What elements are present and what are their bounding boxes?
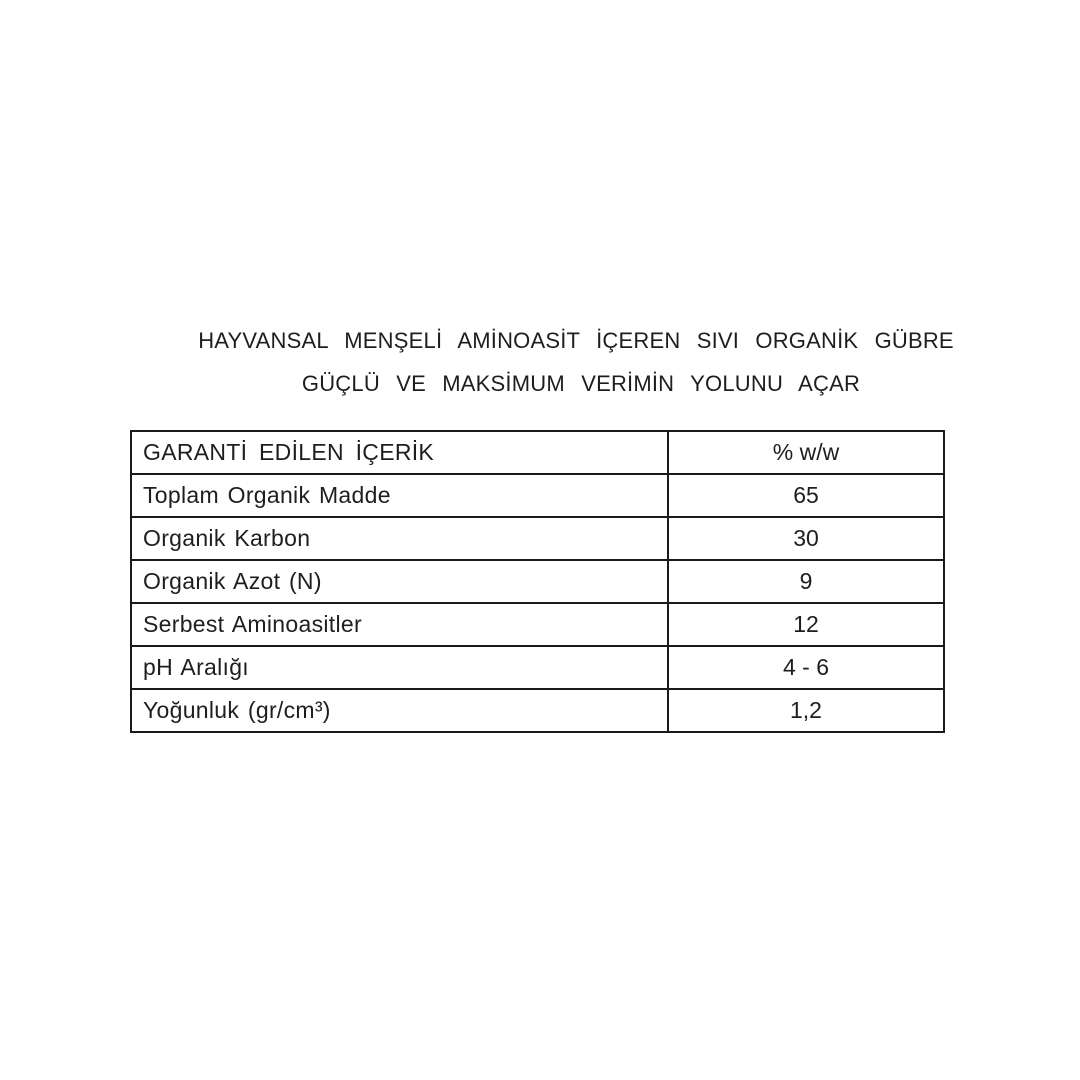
row-value-organik-karbon: 30 [668, 517, 944, 560]
table-row [131, 646, 944, 689]
row-label-organik-azot: Organik Azot (N) [131, 560, 668, 603]
table-header-percent-ww: % w/w [668, 431, 944, 474]
row-label-toplam-organik-madde: Toplam Organik Madde [131, 474, 668, 517]
row-value-ph-araligi: 4 - 6 [668, 646, 944, 689]
row-value-toplam-organik-madde: 65 [668, 474, 944, 517]
table-row [131, 560, 944, 603]
row-label-serbest-aminoasitler: Serbest Aminoasitler [131, 603, 668, 646]
row-value-organik-azot: 9 [668, 560, 944, 603]
row-label-organik-karbon: Organik Karbon [131, 517, 668, 560]
table-row [131, 474, 944, 517]
table-row [131, 603, 944, 646]
row-value-serbest-aminoasitler: 12 [668, 603, 944, 646]
row-label-ph-araligi: pH Aralığı [131, 646, 668, 689]
table-header-content-label: GARANTİ EDİLEN İÇERİK [131, 431, 668, 474]
guaranteed-content-table [130, 430, 945, 733]
document-title-line-2: GÜÇLÜ VE MAKSİMUM VERİMİN YOLUNU AÇAR [301, 371, 861, 396]
table-row [131, 517, 944, 560]
table-row [131, 689, 944, 732]
row-value-yogunluk: 1,2 [668, 689, 944, 732]
document-title-line-1: HAYVANSAL MENŞELİ AMİNOASİT İÇEREN SIVI ORGANİK GÜBRE [198, 328, 954, 353]
row-label-yogunluk: Yoğunluk (gr/cm³) [131, 689, 668, 732]
table-header-row [131, 431, 944, 474]
